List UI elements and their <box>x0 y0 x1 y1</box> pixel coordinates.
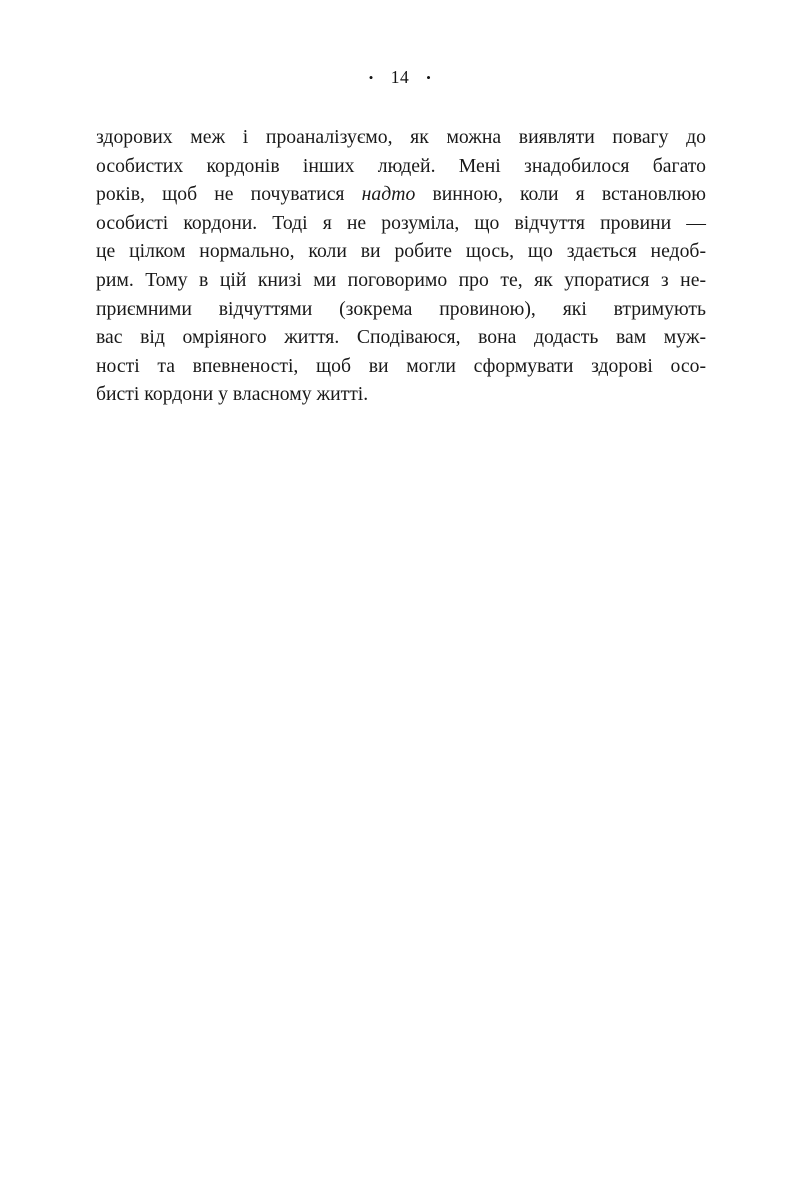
text-line-8: вас від омріяного життя. Сподіваюся, вона додасть вам муж- <box>96 326 706 349</box>
text-line-7: приємними відчуттями (зокрема провиною), які втримують <box>96 297 706 320</box>
text-line-1: здорових меж і проаналізуємо, як можна виявляти повагу до <box>96 126 706 148</box>
text-line-2: особистих кордонів інших людей. Мені знадобилося багато <box>96 154 706 177</box>
text-line-4: особисті кордони. Тоді я не розуміла, що відчуття провини — <box>96 211 706 234</box>
text-line-9: ності та впевненості, щоб ви могли сформувати здорові осо- <box>96 354 706 377</box>
folio-dot-right: • <box>426 69 432 85</box>
emphasis-nadto: надто <box>361 183 416 206</box>
text-block <box>96 123 706 409</box>
text-line-3-pre: років, щоб не почуватися <box>96 183 362 206</box>
text-line-10: бисті кордони у власному житті. <box>96 383 369 406</box>
text-line-6: рим. Тому в цій книзі ми поговоримо про те, як упоратися з не- <box>96 268 706 291</box>
text-line-3-post: винною, коли я встановлюю <box>415 183 706 206</box>
running-head <box>0 68 800 87</box>
folio-dot-left: • <box>368 69 374 85</box>
text-line-3 <box>96 180 706 209</box>
page-number: 14 <box>390 67 410 88</box>
text-line-5: це цілком нормально, коли ви робите щось, що здається недоб- <box>96 240 706 263</box>
body-paragraph <box>96 123 706 409</box>
